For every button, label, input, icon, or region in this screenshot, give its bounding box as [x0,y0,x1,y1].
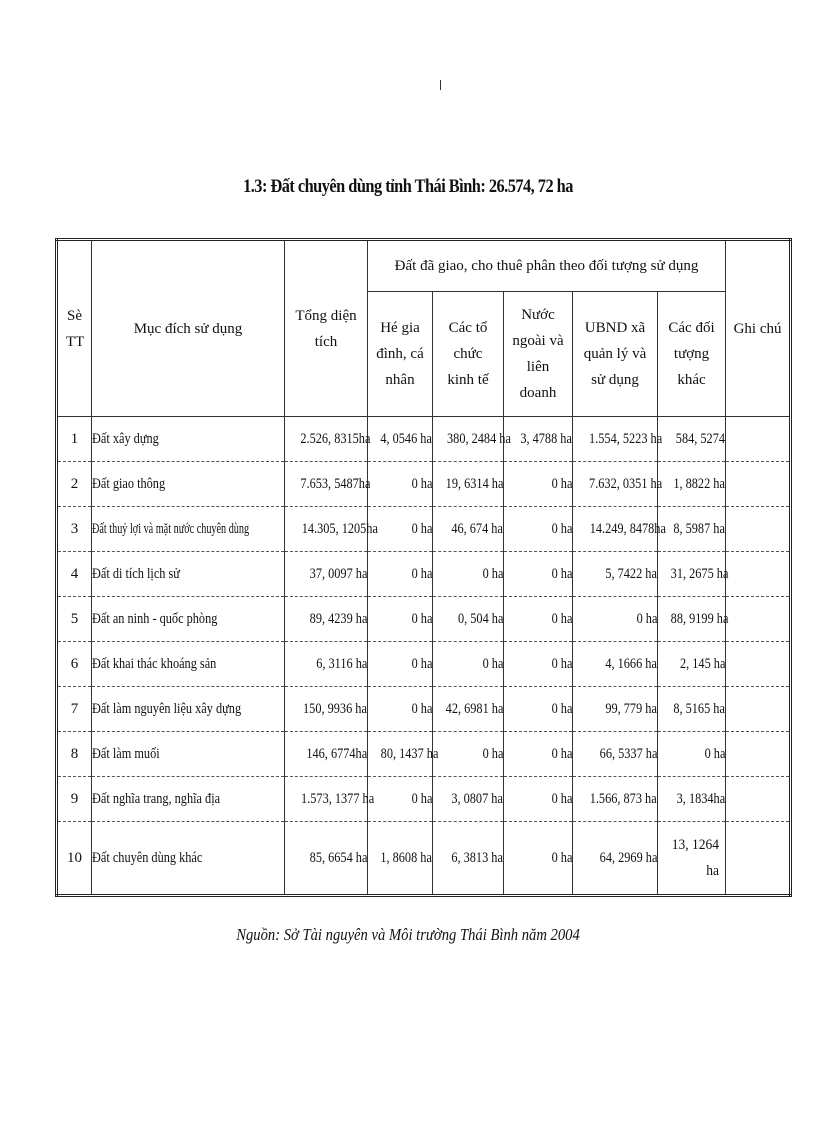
cell-economic-org: 0 ha [482,655,503,672]
cell-purpose: Đất thuỷ lợi và mặt nước chuyên dùng [92,520,250,537]
cell-household: 0 ha [411,520,432,537]
header-economic-org: Các tổ chức kinh tế [433,292,504,417]
header-allocated-group: Đất đã giao, cho thuê phân theo đối tượng sử dụng [368,240,726,292]
cell-ubnd: 66, 5337 ha [599,745,657,762]
cell-stt: 1 [57,417,92,462]
header-other: Các đối tượng khác [658,292,726,417]
table-row [57,597,791,642]
cell-household: 0 ha [411,655,432,672]
cell-household: 80, 1437 ha [380,745,439,762]
cell-foreign: 0 ha [551,565,572,582]
cell-note [726,462,791,507]
cell-other: 8, 5987 ha [673,520,726,537]
cell-purpose: Đất làm nguyên liệu xây dựng [92,700,242,717]
cell-foreign: 3, 4788 ha [520,430,572,447]
header-purpose: Mục đích sử dụng [92,240,285,417]
cell-ubnd: 4, 1666 ha [605,655,657,672]
cell-ubnd: 0 ha [636,610,657,627]
cell-purpose: Đất chuyên dùng khác [92,849,203,866]
cell-note [726,777,791,822]
cell-ubnd: 1.566, 873 ha [590,790,657,807]
cell-ubnd: 1.554, 5223 ha [589,430,663,447]
cell-household: 0 ha [411,700,432,717]
cell-other: 0 ha [704,745,726,762]
cell-purpose: Đất di tích lịch sử [92,565,180,582]
cell-total: 1.573, 1377 ha [301,790,375,807]
cell-total: 146, 6774ha [306,745,367,762]
header-stt: Sè TT [57,240,92,417]
table-row [57,822,791,896]
table-row [57,642,791,687]
cell-stt: 8 [57,732,92,777]
table-row [57,462,791,507]
cell-purpose: Đất làm muối [92,745,160,762]
cell-ubnd: 7.632, 0351 ha [589,475,663,492]
cell-household: 0 ha [411,565,432,582]
page-tick-mark [440,80,441,90]
cell-economic-org: 0 ha [482,565,503,582]
table-row [57,732,791,777]
cell-note [726,417,791,462]
cell-economic-org: 0, 504 ha [457,610,503,627]
cell-household: 0 ha [411,790,432,807]
table-row [57,552,791,597]
cell-foreign: 0 ha [551,700,572,717]
cell-household: 4, 0546 ha [380,430,432,447]
header-total: Tổng diện tích [285,240,368,417]
cell-note [726,507,791,552]
cell-total: 2.526, 8315ha [300,430,371,447]
cell-other: 31, 2675 ha [670,565,729,582]
table-row [57,777,791,822]
cell-stt: 3 [57,507,92,552]
cell-note [726,822,791,896]
cell-purpose: Đất an ninh - quốc phòng [92,610,218,627]
cell-stt: 10 [57,822,92,896]
cell-household: 0 ha [411,475,432,492]
cell-other: 1, 8822 ha [673,475,726,492]
header-foreign: Nước ngoài và liên doanh [504,292,573,417]
cell-economic-org: 380, 2484 ha [447,430,511,447]
table-row [57,417,791,462]
cell-foreign: 0 ha [551,849,572,866]
cell-other: 2, 145 ha [679,655,726,672]
cell-other: 8, 5165 ha [673,700,726,717]
source-note: Nguồn: Sở Tài nguyên và Môi trường Thái Bình năm 2004 [236,925,580,944]
cell-total: 150, 9936 ha [303,700,367,717]
cell-total: 7.653, 5487ha [300,475,371,492]
table-row [57,687,791,732]
cell-purpose: Đất giao thông [92,475,166,492]
cell-foreign: 0 ha [551,655,572,672]
cell-ubnd: 14.249, 8478ha [589,520,666,537]
cell-foreign: 0 ha [551,610,572,627]
cell-stt: 7 [57,687,92,732]
header-note: Ghi chú [726,240,791,417]
cell-purpose: Đất xây dựng [92,430,159,447]
cell-economic-org: 42, 6981 ha [445,700,504,717]
cell-foreign: 0 ha [551,745,572,762]
cell-purpose: Đất khai thác khoáng sản [92,655,217,672]
cell-ubnd: 5, 7422 ha [605,565,657,582]
cell-household: 0 ha [411,610,432,627]
cell-stt: 4 [57,552,92,597]
cell-note [726,642,791,687]
table-title: 1.3: Đất chuyên dùng tỉnh Thái Bình: 26.574, 72 ha [243,176,573,197]
cell-total: 37, 0097 ha [309,565,367,582]
cell-note [726,552,791,597]
cell-economic-org: 6, 3813 ha [451,849,503,866]
cell-economic-org: 46, 674 ha [451,520,503,537]
cell-note [726,597,791,642]
table-row [57,507,791,552]
cell-total: 89, 4239 ha [309,610,367,627]
cell-economic-org: 0 ha [482,745,503,762]
header-ubnd: UBND xã quản lý và sử dụng [573,292,658,417]
cell-foreign: 0 ha [551,475,572,492]
cell-economic-org: 19, 6314 ha [445,475,504,492]
cell-note [726,732,791,777]
header-household: Hé gia đình, cá nhân [368,292,433,417]
cell-household: 1, 8608 ha [380,849,432,866]
cell-stt: 2 [57,462,92,507]
cell-total: 6, 3116 ha [315,655,367,672]
cell-other: 88, 9199 ha [670,610,729,627]
cell-stt: 5 [57,597,92,642]
cell-total: 14.305, 1205ha [301,520,378,537]
cell-purpose: Đất nghĩa trang, nghĩa địa [92,790,221,807]
cell-foreign: 0 ha [551,520,572,537]
cell-total: 85, 6654 ha [309,849,367,866]
cell-foreign: 0 ha [551,790,572,807]
cell-stt: 6 [57,642,92,687]
cell-note [726,687,791,732]
cell-ubnd: 64, 2969 ha [599,849,657,866]
cell-stt: 9 [57,777,92,822]
cell-economic-org: 3, 0807 ha [451,790,503,807]
cell-other: 3, 1834ha [676,790,726,807]
cell-ubnd: 99, 779 ha [605,700,657,717]
cell-other: 584, 5274 [675,430,726,447]
land-use-table [55,238,792,897]
cell-other: 13, 1264 ha [671,837,720,879]
